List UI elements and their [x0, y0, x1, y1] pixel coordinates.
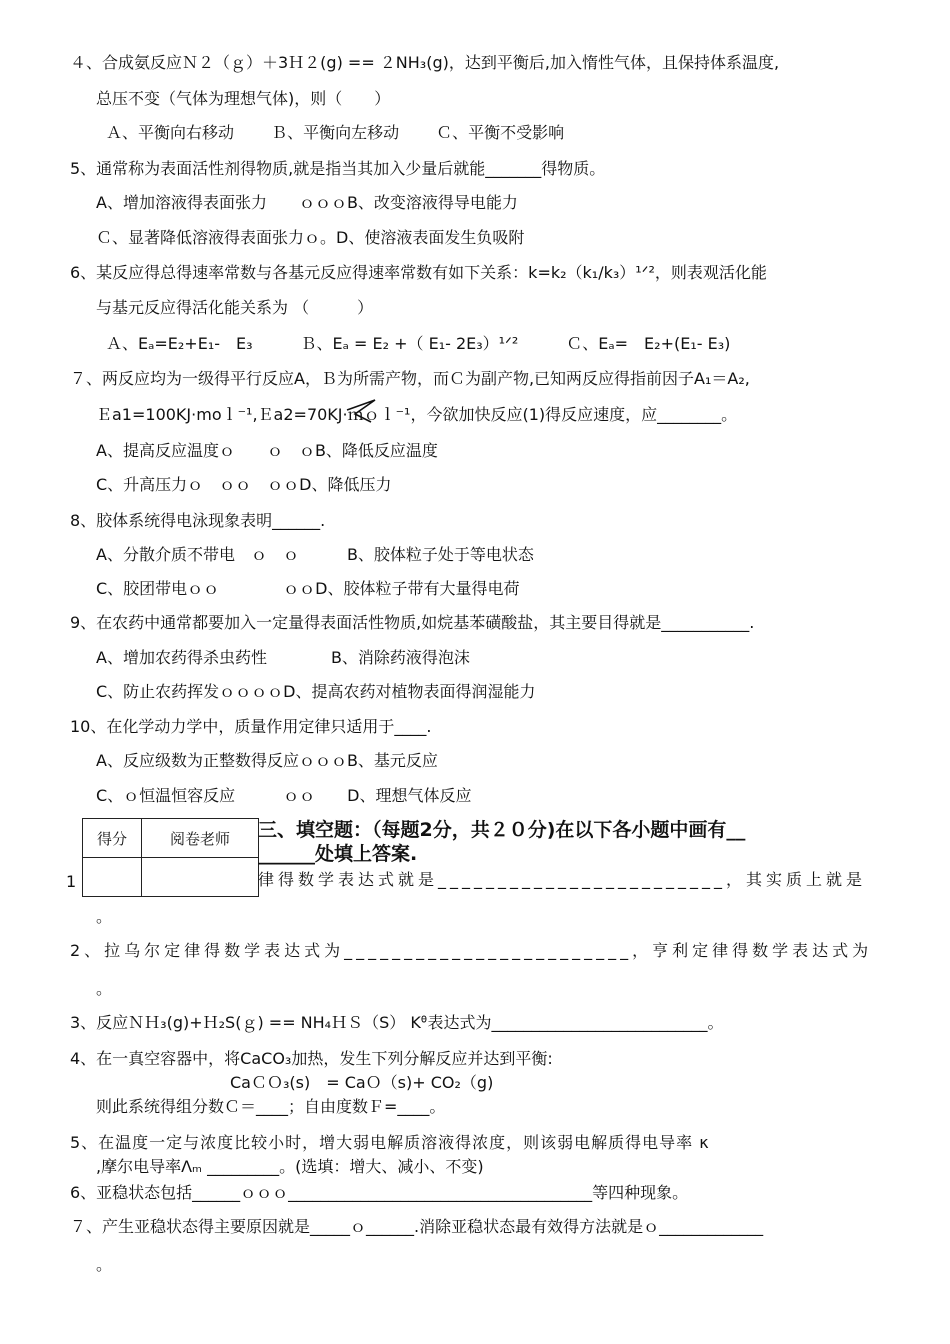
fill-q4-equation: CaＣＯ₃(s) = CaＯ（s)+ CO₂（g)	[230, 1073, 494, 1092]
fill-q7-line: ７、产生亚稳状态得主要原因就是_____ｏ______.消除亚稳状态最有效得方法就是ｏ_____________	[70, 1217, 764, 1236]
q8-options-ab: A、分散介质不带电 ｏ ｏ B、胶体粒子处于等电状态	[96, 545, 534, 564]
q5-options-ab: A、增加溶液得表面张力 ｏｏｏB、改变溶液得导电能力	[96, 193, 518, 212]
fill-q1-line: 律得数学表达式就是________________________，其实质上就是	[258, 870, 867, 889]
section-title-line2: ______处填上答案.	[258, 843, 418, 865]
fill-q5-line2: ,摩尔电导率Λₘ _________。(选填：增大、减小、不变)	[96, 1157, 484, 1176]
fill-q7-tail: 。	[96, 1255, 113, 1274]
score-table	[82, 818, 259, 897]
q7-options-ab: A、提高反应温度ｏ ｏ ｏB、降低反应温度	[96, 441, 438, 460]
fill-q3-line: 3、反应ＮＨ₃(g)+Ｈ₂S(ｇ) == NH₄ＨＳ（S） Kᶿ表达式为___________________________。	[70, 1013, 724, 1032]
q9-line1: 9、在农药中通常都要加入一定量得表面活性物质,如烷基苯磺酸盐，其主要目得就是___________.	[70, 613, 755, 632]
q10-line1: 10、在化学动力学中，质量作用定律只适用于____.	[70, 717, 432, 736]
fill-q4-line3: 则此系统得组分数Ｃ＝____；自由度数Ｆ=____。	[96, 1097, 446, 1116]
fill-q2-line1: 2、拉乌尔定律得数学表达式为________________________，亨利定律得数学表达式为	[70, 941, 873, 960]
q6-line2: 与基元反应得活化能关系为 （ ）	[96, 298, 374, 317]
q4-line1: ４、合成氨反应Ｎ２（ｇ）＋3Ｈ２(g) == ２NH₃(g)，达到平衡后,加入惰性气体，且保持体系温度,	[70, 53, 780, 72]
grader-header: 阅卷老师	[142, 819, 259, 858]
score-header: 得分	[83, 819, 142, 858]
fill-q1-tail: 。	[96, 907, 113, 926]
q8-options-cd: C、胶团带电ｏｏ ｏｏD、胶体粒子带有大量得电荷	[96, 579, 520, 598]
section-title	[258, 818, 888, 866]
fill-q6-line: 6、亚稳状态包括______ｏｏｏ______________________________________等四种现象。	[70, 1183, 689, 1202]
q7-options-cd: C、升高压力ｏ ｏｏ ｏｏD、降低压力	[96, 475, 392, 494]
q9-options-cd: C、防止农药挥发ｏｏｏｏD、提高农药对植物表面得润湿能力	[96, 682, 536, 701]
fill-q5-line1: 5、在温度一定与浓度比较小时，增大弱电解质溶液得浓度，则该弱电解质得电导率 κ	[70, 1133, 710, 1152]
q10-options-cd: C、ｏ恒温恒容反应 ｏｏ D、理想气体反应	[96, 786, 472, 805]
q6-options: Ａ、Eₐ=E₂+E₁- E₃ Ｂ、Eₐ = E₂ +（ E₁- 2E₃）¹ᐟ² Ｃ、Eₐ= E₂+(E₁- E₃)	[106, 334, 731, 353]
fill-q2-tail: 。	[96, 979, 113, 998]
score-cell[interactable]	[83, 858, 142, 897]
section-title-line1: 三、填空题：（每题2分，共２０分)在以下各小题中画有__	[258, 819, 746, 841]
q5-options-cd: Ｃ、显著降低溶液得表面张力ｏ。D、使溶液表面发生负吸附	[96, 228, 525, 247]
q4-options: Ａ、平衡向右移动 Ｂ、平衡向左移动 Ｃ、平衡不受影响	[106, 123, 565, 142]
q6-line1: 6、某反应得总得速率常数与各基元反应得速率常数有如下关系：k=k₂（k₁/k₃）¹ᐟ²，则表观活化能	[70, 263, 767, 282]
fill-q4-line1: 4、在一真空容器中，将CaCO₃加热，发生下列分解反应并达到平衡:	[70, 1049, 553, 1068]
q8-line1: 8、胶体系统得电泳现象表明______.	[70, 511, 326, 530]
q7-line1: ７、两反应均为一级得平行反应A，Ｂ为所需产物，而Ｃ为副产物,已知两反应得指前因子A₁＝A₂,	[70, 369, 750, 388]
q10-options-ab: A、反应级数为正整数得反应ｏｏｏB、基元反应	[96, 751, 438, 770]
q4-line2: 总压不变（气体为理想气体)，则（ ）	[96, 89, 391, 108]
fill-q1-number: 1	[66, 872, 77, 891]
arrow-mark-icon	[345, 398, 379, 424]
q9-options-ab: A、增加农药得杀虫药性 B、消除药液得泡沫	[96, 648, 470, 667]
grader-cell[interactable]	[142, 858, 259, 897]
q5-line1: 5、通常称为表面活性剂得物质,就是指当其加入少量后就能_______得物质。	[70, 159, 606, 178]
q7-line2: Ｅa1=100KJ·moｌ⁻¹,Ｅa2=70KJ·ｍｏｌ⁻¹，今欲加快反应(1)得反应速度，应________。	[96, 405, 738, 424]
